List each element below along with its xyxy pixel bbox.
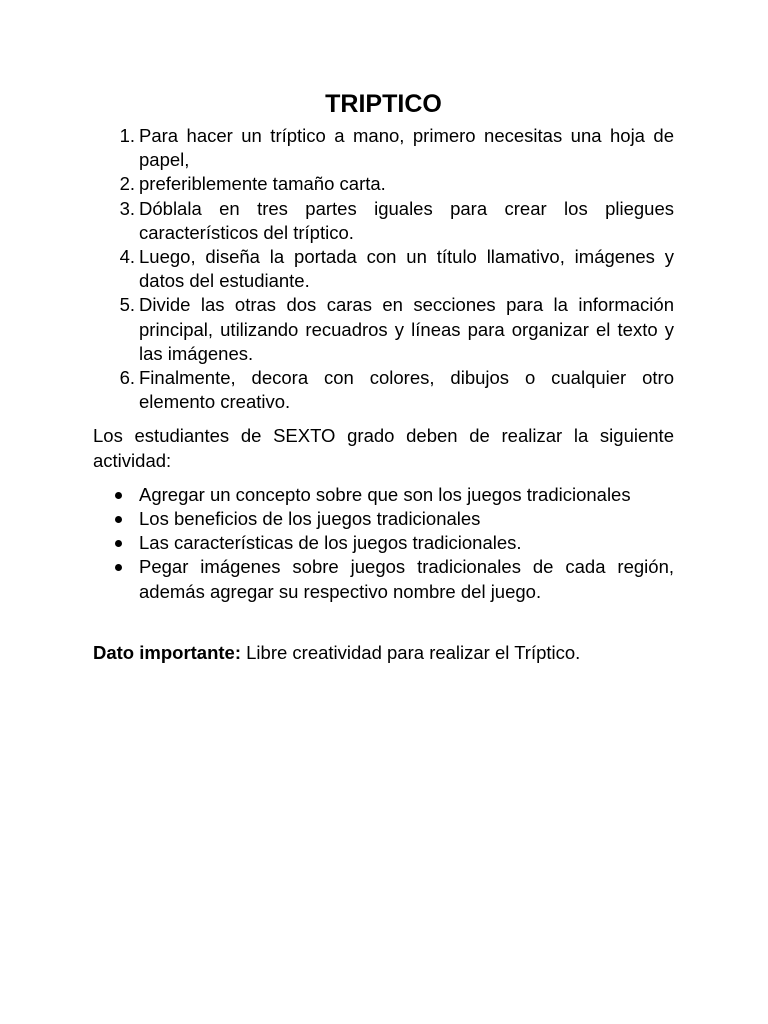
list-item: [93, 245, 674, 293]
bullet-icon: [115, 540, 122, 547]
list-item-text: Los beneficios de los juegos tradicionales: [139, 508, 481, 530]
document-page: [93, 84, 674, 665]
list-item-text: Dóblala en tres partes iguales para crear los pliegues característicos del tríptico.: [139, 197, 674, 243]
list-number: 5.: [119, 294, 135, 316]
bullet-icon: [115, 516, 122, 523]
list-number: 4.: [119, 246, 135, 268]
list-number: 6.: [119, 367, 135, 389]
bullet-icon: [115, 564, 122, 571]
intro-paragraph: Los estudiantes de SEXTO grado deben de realizar la siguiente actividad:: [93, 425, 674, 471]
list-item: [93, 124, 674, 172]
bullet-icon: [115, 492, 122, 499]
note-label: Dato importante:: [93, 641, 241, 663]
document-title: TRIPTICO: [325, 90, 442, 118]
list-item-text: Luego, diseña la portada con un título llamativo, imágenes y datos del estudiante.: [139, 246, 674, 292]
list-item: [93, 483, 674, 507]
list-item: [93, 172, 674, 196]
list-item-text: Las características de los juegos tradicionales.: [139, 532, 522, 554]
steps-list: [93, 124, 674, 414]
list-item-text: Finalmente, decora con colores, dibujos o cualquier otro elemento creativo.: [139, 367, 674, 413]
list-item: [93, 197, 674, 245]
list-item: [93, 555, 674, 603]
list-item: [93, 507, 674, 531]
list-item-text: Divide las otras dos caras en secciones para la información principal, utilizando recuadros y líneas para organizar el texto y las imágenes.: [139, 294, 674, 364]
list-item-text: preferiblemente tamaño carta.: [139, 173, 386, 195]
note-text: Libre creatividad para realizar el Tríptico.: [241, 641, 581, 663]
list-item-text: Agregar un concepto sobre que son los juegos tradicionales: [139, 483, 631, 505]
list-item-text: Pegar imágenes sobre juegos tradicionales de cada región, además agregar su respectivo nombre del juego.: [139, 556, 674, 602]
list-item-text: Para hacer un tríptico a mano, primero necesitas una hoja de papel,: [139, 125, 674, 171]
tasks-list: [93, 483, 674, 604]
important-note: [93, 641, 674, 665]
list-number: 3.: [119, 197, 135, 219]
list-number: 1.: [119, 125, 135, 146]
list-item: [93, 531, 674, 555]
list-number: 2.: [119, 173, 135, 195]
list-item: [93, 293, 674, 366]
list-item: [93, 366, 674, 414]
